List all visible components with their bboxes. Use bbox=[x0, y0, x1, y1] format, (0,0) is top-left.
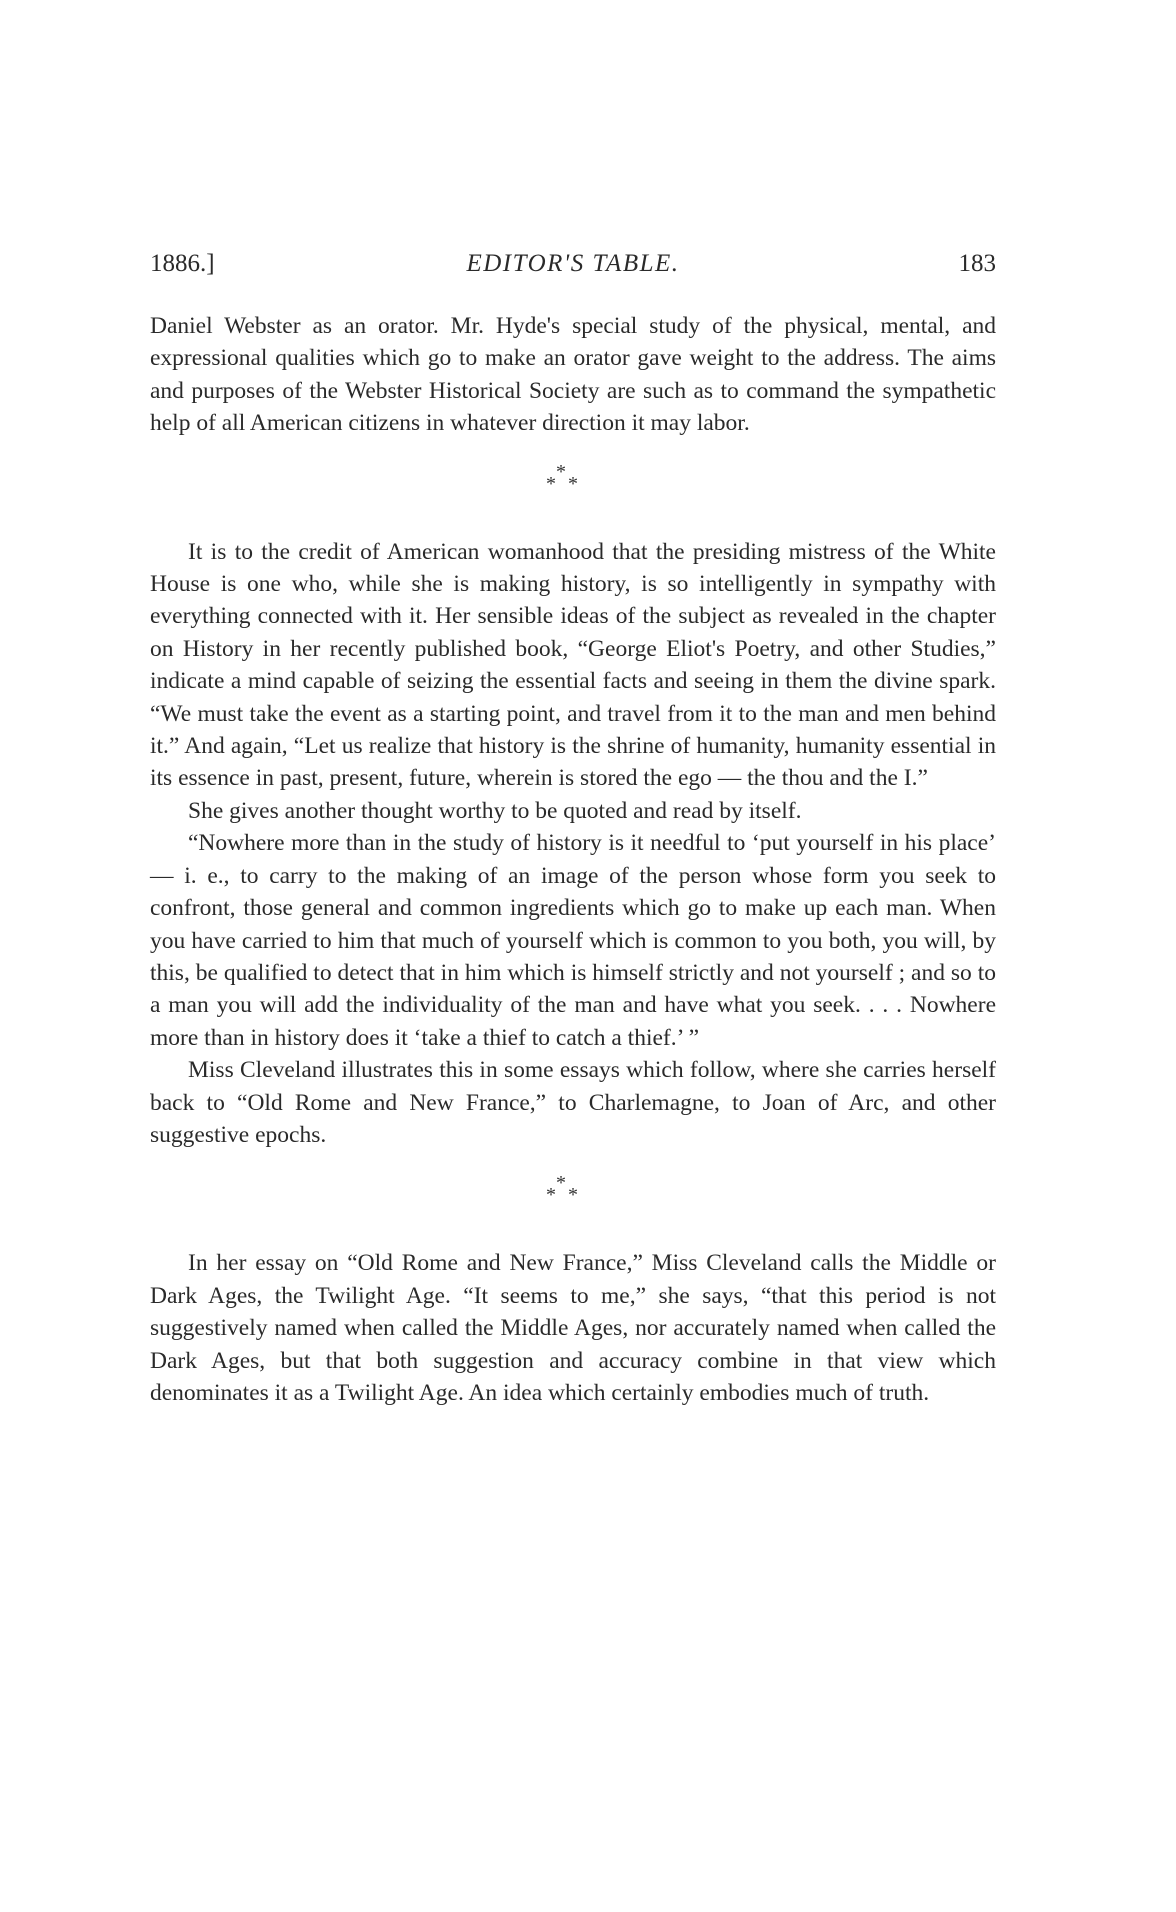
asterisk-icon: * bbox=[556, 460, 566, 483]
section-separator bbox=[150, 452, 996, 530]
section-separator bbox=[150, 1163, 996, 1241]
paragraph-twilight-age: In her essay on “Old Rome and New France,” Miss Cleveland calls the Middle or Dark Ages, the Twilight Age. “It seems to me,” she says, “that this period is not suggestively named when called the Middle Ages, nor accurately named when called the Dark Ages, but that both suggestion and accuracy combine in that view which denominates it as a Twilight Age. An idea which certainly embodies much of truth. bbox=[150, 1250, 996, 1406]
header-year: 1886.] bbox=[150, 250, 215, 277]
paragraph-quotation: “Nowhere more than in the study of history is it needful to ‘put yourself in his place’ — i. e., to carry to the making of an image of the person whose form you seek to confront, those general and common ingredients which go to make up each man. When you have carried to him that much of yourself which is common to you both, you will, by this, be qualified to detect that in him which is himself strictly and not yourself ; and so to a man you will add the individuality of the man and have what you seek. . . . Nowhere more than in history does it ‘take a thief to catch a thief.’ ” bbox=[150, 830, 996, 1051]
asterisk-icon: * bbox=[556, 1172, 566, 1195]
book-page bbox=[150, 250, 996, 1409]
paragraph-another-thought: She gives another thought worthy to be quoted and read by itself. bbox=[188, 797, 802, 824]
paragraph-webster: Daniel Webster as an orator. Mr. Hyde's special study of the physical, mental, and expressional qualities which go to make an orator gave weight to the address. The aims and purposes of the Webster Historical Society are such as to command the sympathetic help of all American citizens in whatever direction it may labor. bbox=[150, 313, 996, 437]
paragraph-essays: Miss Cleveland illustrates this in some essays which follow, where she carries herself back to “Old Rome and New France,” to Charlemagne, to Joan of Arc, and other suggestive epochs. bbox=[150, 1057, 996, 1148]
running-head bbox=[150, 250, 996, 290]
paragraph-white-house: It is to the credit of American womanhood that the presiding mistress of the White House is one who, while she is making history, is so intelligently in sympathy with everything connected with it. Her sensible ideas of the subject as revealed in the chapter on History in her recently published book, “George Eliot's Poetry, and other Studies,” indicate a mind capable of seizing the essential facts and seeing in them the divine spark. “We must take the event as a starting point, and travel from it to the man and men behind it.” And again, “Let us realize that history is the shrine of humanity, humanity essential in its essence in past, present, future, wherein is stored the ego — the thou and the I.” bbox=[150, 538, 996, 792]
asterisk-icon: * bbox=[568, 472, 578, 495]
page-number: 183 bbox=[958, 250, 996, 277]
header-title: EDITOR'S TABLE. bbox=[466, 250, 680, 277]
asterisk-icon: * bbox=[546, 472, 556, 495]
asterisk-icon: * bbox=[546, 1184, 556, 1207]
asterisk-icon: * bbox=[568, 1184, 578, 1207]
